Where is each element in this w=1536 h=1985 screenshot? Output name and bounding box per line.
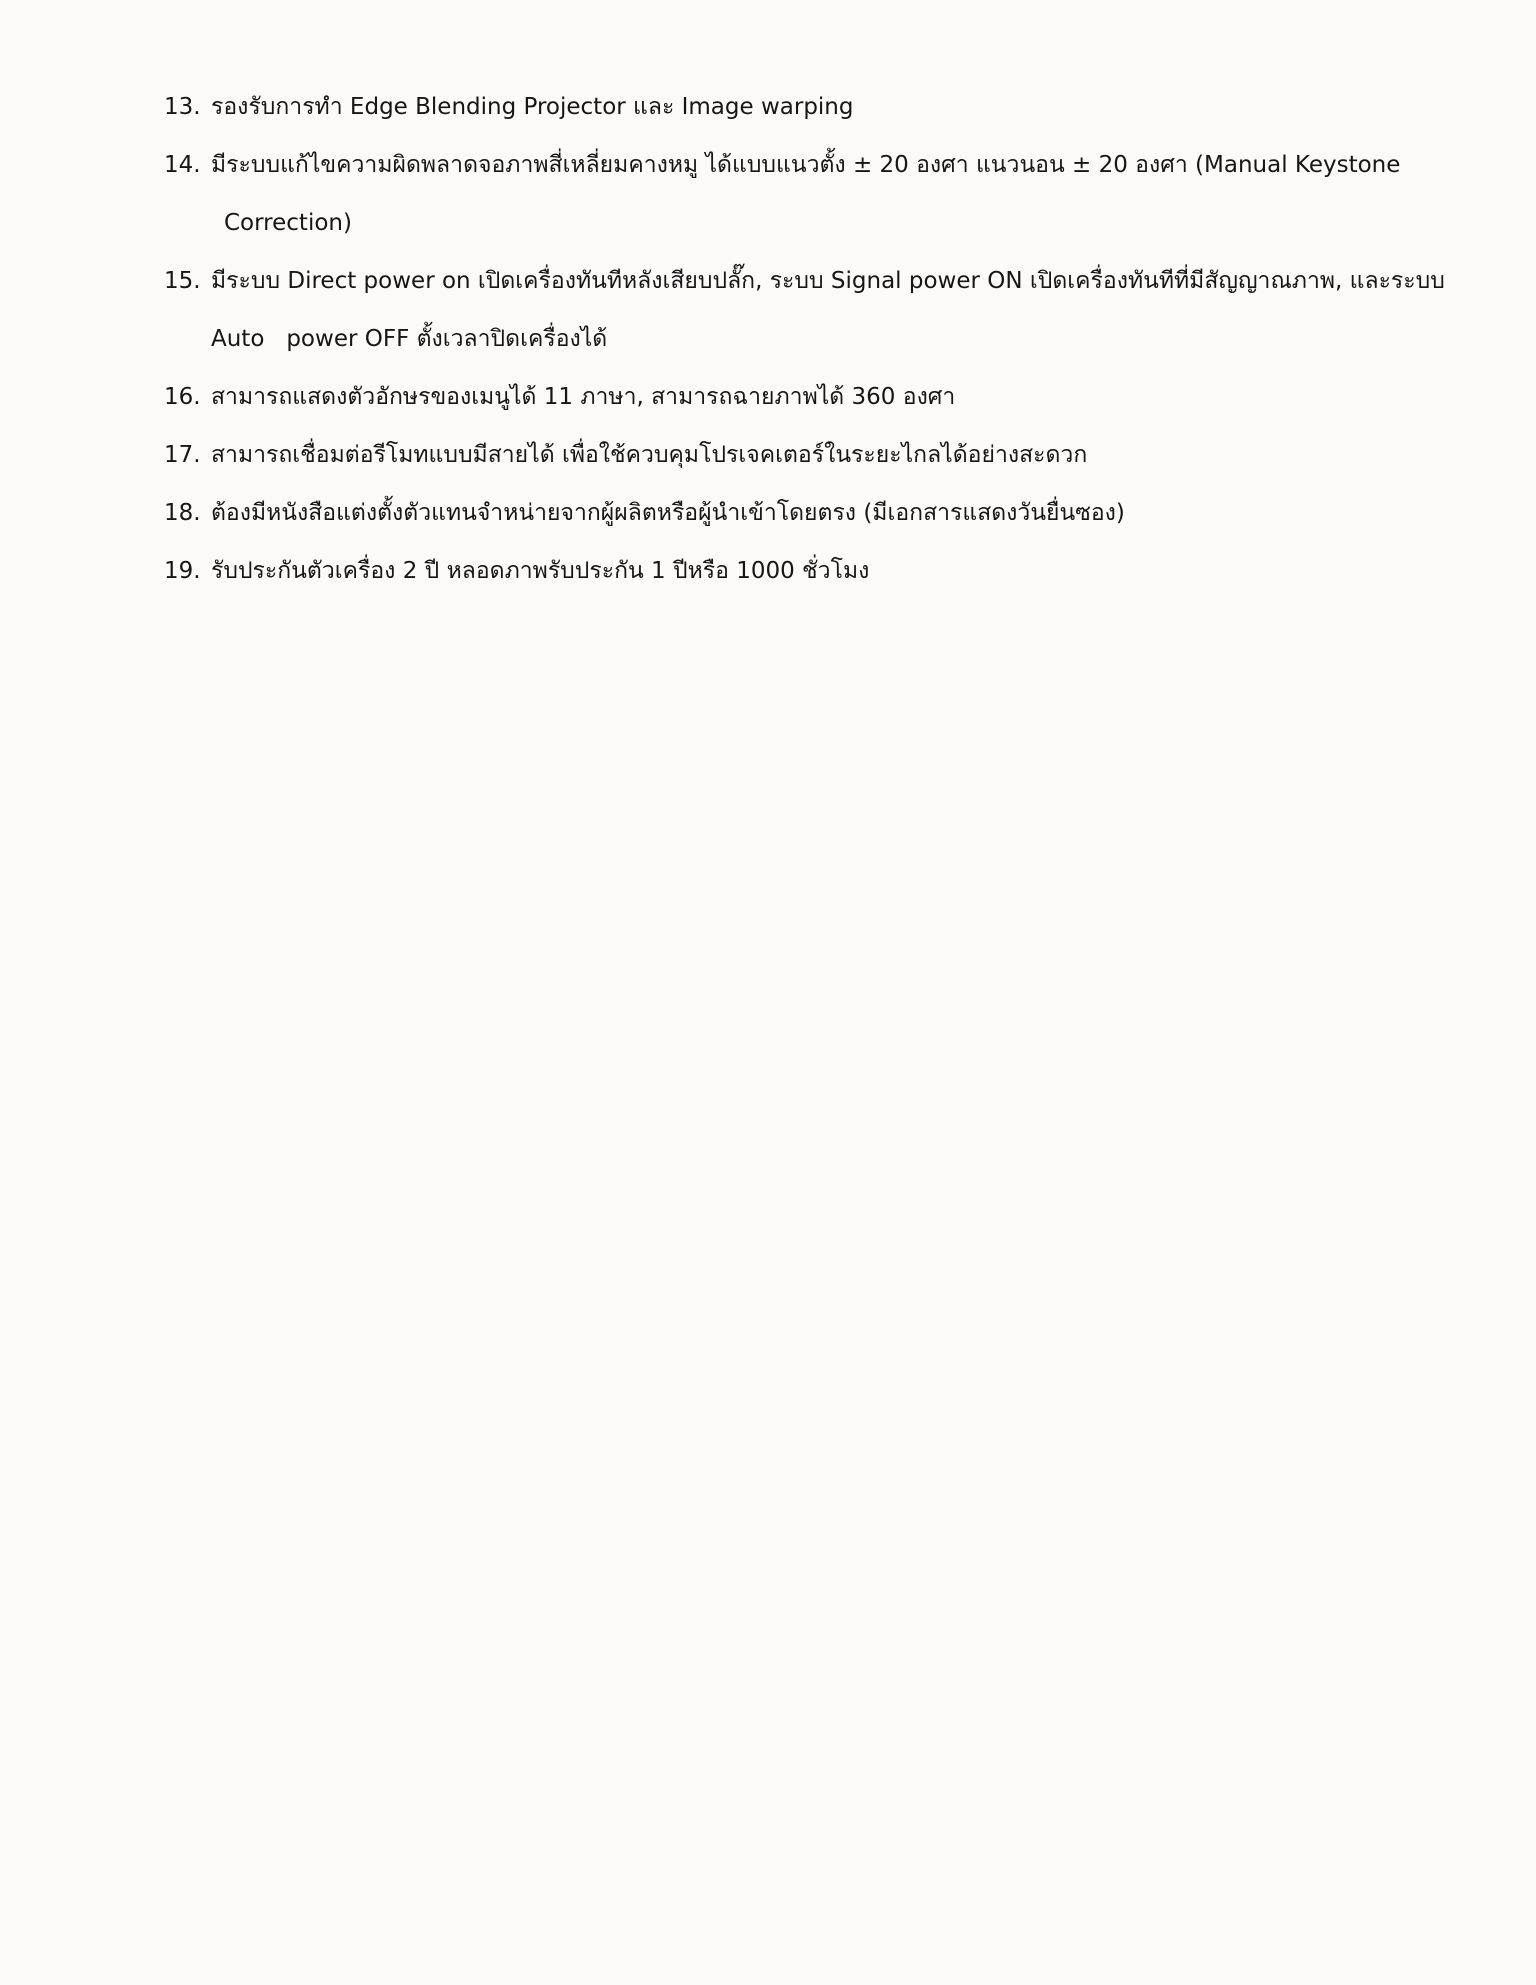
item-text: มีระบบแก้ไขความผิดพลาดจอภาพสี่เหลี่ยมคางหมู ได้แบบแนวตั้ง ± 20 องศา แนวนอน ± 20 องศา (Manual Keystone bbox=[211, 152, 1401, 178]
list-item bbox=[164, 252, 1464, 368]
list-item bbox=[164, 136, 1464, 252]
item-text: สามารถเชื่อมต่อรีโมทแบบมีสายได้ เพื่อใช้ควบคุมโปรเจคเตอร์ในระยะไกลได้อย่างสะดวก bbox=[211, 442, 1088, 468]
item-number: 16. bbox=[164, 384, 201, 410]
list-item bbox=[164, 542, 1464, 600]
item-text: สามารถแสดงตัวอักษรของเมนูได้ 11 ภาษา, สามารถฉายภาพได้ 360 องศา bbox=[211, 384, 956, 410]
list-item bbox=[164, 368, 1464, 426]
item-text: มีระบบ Direct power on เปิดเครื่องทันทีหลังเสียบปลั๊ก, ระบบ Signal power ON เปิดเครื่องทันทีที่มีสัญญาณภาพ, และระบบ bbox=[211, 268, 1445, 294]
spec-list bbox=[164, 78, 1464, 600]
item-text-continuation: Auto power OFF ตั้งเวลาปิดเครื่องได้ bbox=[211, 326, 608, 352]
item-number: 15. bbox=[164, 268, 201, 294]
list-item bbox=[164, 426, 1464, 484]
item-number: 18. bbox=[164, 500, 201, 526]
item-text-continuation: Correction) bbox=[224, 210, 352, 236]
item-number: 19. bbox=[164, 558, 201, 584]
item-number: 17. bbox=[164, 442, 201, 468]
list-item bbox=[164, 78, 1464, 136]
list-item bbox=[164, 484, 1464, 542]
item-text: ต้องมีหนังสือแต่งตั้งตัวแทนจำหน่ายจากผู้ผลิตหรือผู้นำเข้าโดยตรง (มีเอกสารแสดงวันยื่นซอง) bbox=[211, 500, 1125, 526]
item-number: 13. bbox=[164, 94, 201, 120]
item-number: 14. bbox=[164, 152, 201, 178]
item-text: รับประกันตัวเครื่อง 2 ปี หลอดภาพรับประกัน 1 ปีหรือ 1000 ชั่วโมง bbox=[211, 558, 870, 584]
item-text: รองรับการทำ Edge Blending Projector และ Image warping bbox=[211, 94, 854, 120]
